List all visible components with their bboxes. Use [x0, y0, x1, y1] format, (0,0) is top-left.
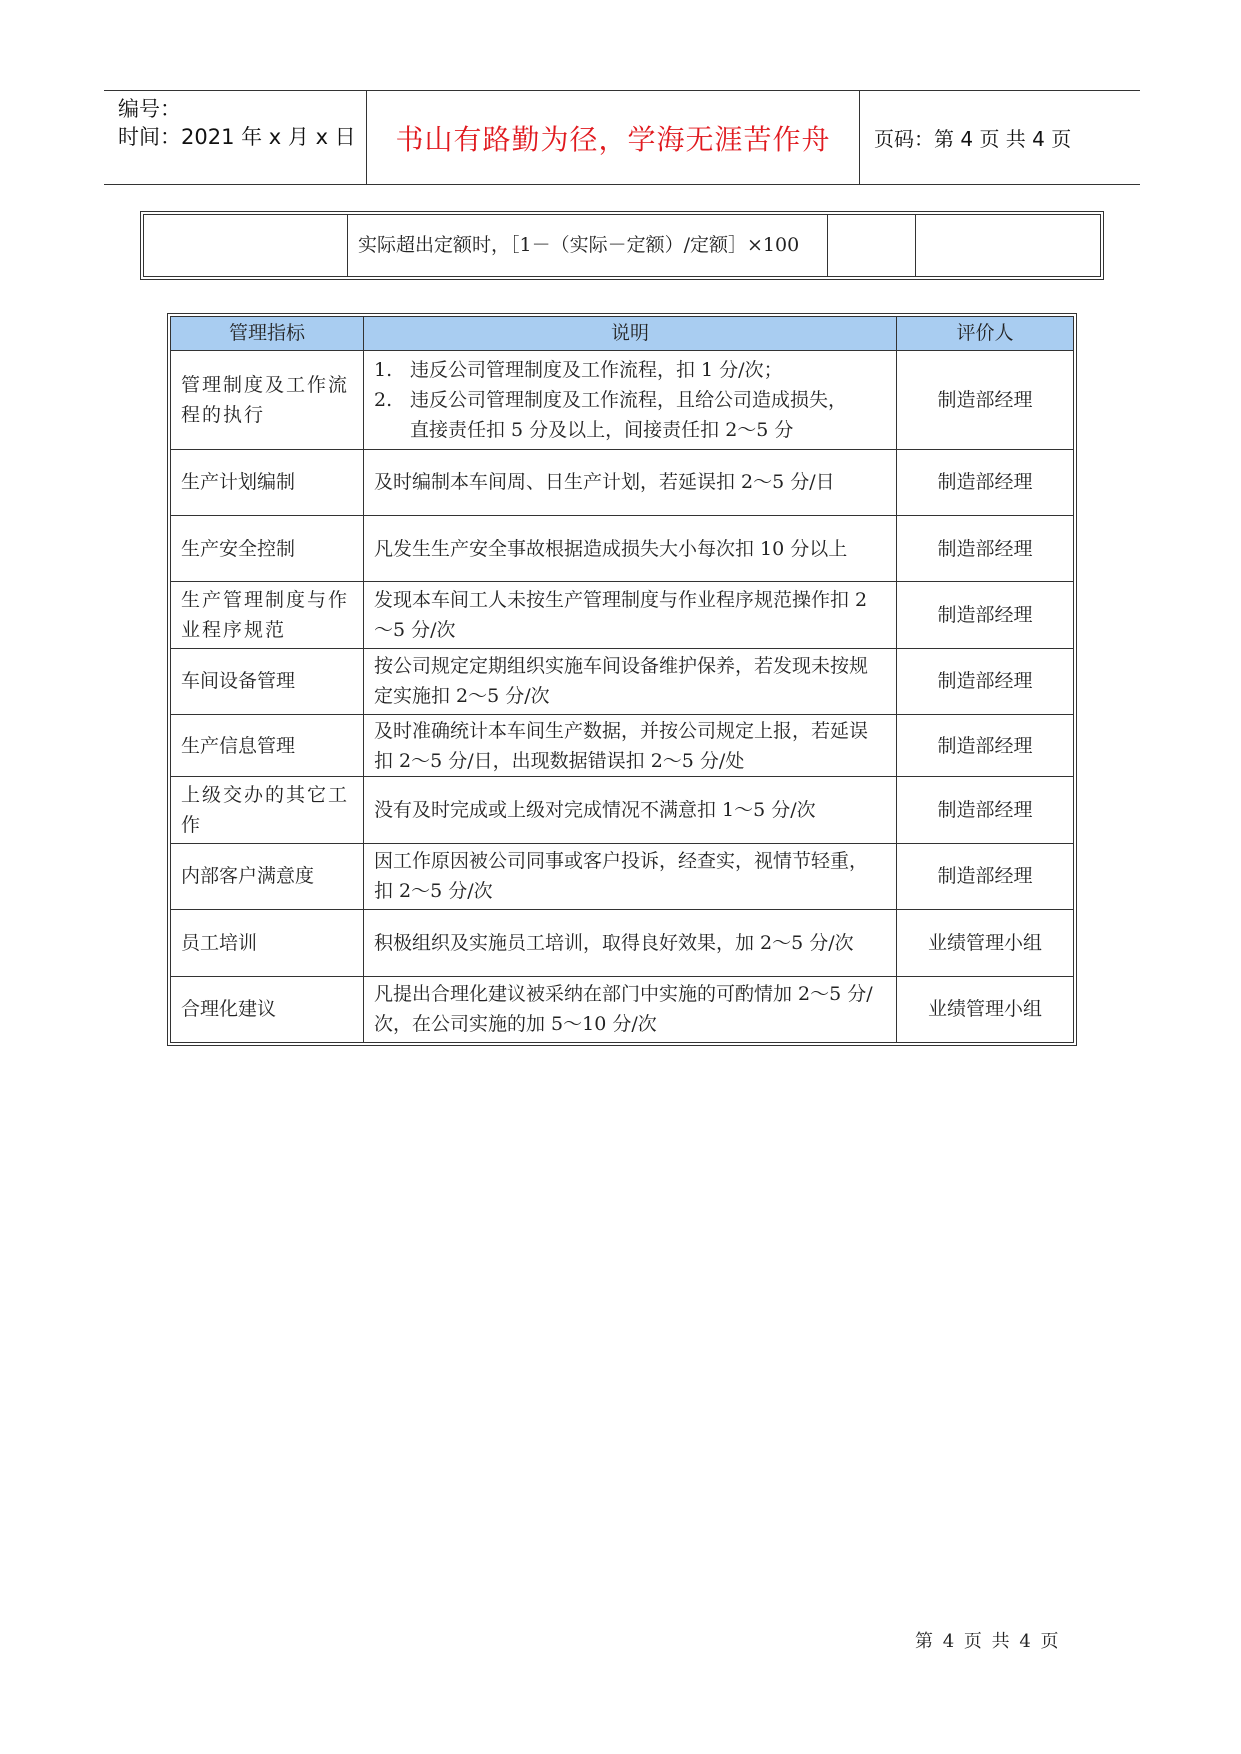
table-row [144, 215, 1101, 277]
indicator-cell: 合理化建议 [171, 976, 364, 1042]
table-row [171, 350, 1074, 449]
header-motto: 书山有路勤为径，学海无涯苦作舟 [367, 91, 860, 184]
header-evaluator: 评价人 [897, 317, 1074, 351]
table-row [171, 516, 1074, 582]
list-item [374, 355, 886, 385]
list-number: 1. [374, 358, 393, 381]
description-cell: 因工作原因被公司同事或客户投诉，经查实，视情节轻重，扣 2～5 分/次 [364, 843, 897, 909]
indicator-cell: 上级交办的其它工作 [171, 777, 364, 843]
header-indicator: 管理指标 [171, 317, 364, 351]
description-cell: 及时准确统计本车间生产数据，并按公司规定上报，若延误扣 2～5 分/日，出现数据错误扣 2～5 分/处 [364, 715, 897, 777]
evaluator-cell: 制造部经理 [897, 843, 1074, 909]
table-row [171, 843, 1074, 909]
evaluator-cell: 制造部经理 [897, 777, 1074, 843]
evaluator-cell: 制造部经理 [897, 648, 1074, 714]
indicator-cell: 管理制度及工作流程的执行 [171, 350, 364, 449]
top-table [140, 211, 1104, 280]
header-page-label: 页码：第 4 页 共 4 页 [874, 127, 1072, 151]
table-cell [828, 215, 916, 277]
header-description: 说明 [364, 317, 897, 351]
list-text: 违反公司管理制度及工作流程，且给公司造成损失， [410, 388, 848, 411]
evaluator-cell: 制造部经理 [897, 449, 1074, 515]
indicator-cell: 员工培训 [171, 910, 364, 976]
header-meta [104, 91, 367, 184]
table-row [171, 648, 1074, 714]
table-row [171, 715, 1074, 777]
table-row [171, 910, 1074, 976]
description-cell: 按公司规定定期组织实施车间设备维护保养，若发现未按规定实施扣 2～5 分/次 [364, 648, 897, 714]
doc-time-label: 时间：2021 年 x 月 x 日 [118, 125, 356, 149]
evaluator-cell: 业绩管理小组 [897, 910, 1074, 976]
list-item-continuation: 直接责任扣 5 分及以上，间接责任扣 2～5 分 [410, 418, 794, 441]
evaluator-cell: 制造部经理 [897, 350, 1074, 449]
description-cell: 没有及时完成或上级对完成情况不满意扣 1～5 分/次 [364, 777, 897, 843]
table-header-row [171, 317, 1074, 351]
list-text: 违反公司管理制度及工作流程，扣 1 分/次； [410, 358, 783, 381]
description-cell: 发现本车间工人未按生产管理制度与作业程序规范操作扣 2～5 分/次 [364, 582, 897, 648]
evaluator-cell: 制造部经理 [897, 516, 1074, 582]
description-cell: 凡发生生产安全事故根据造成损失大小每次扣 10 分以上 [364, 516, 897, 582]
page-footer: 第 4 页 共 4 页 [915, 1631, 1061, 1652]
description-cell: 凡提出合理化建议被采纳在部门中实施的可酌情加 2～5 分/次，在公司实施的加 5～10 分/次 [364, 976, 897, 1042]
evaluator-cell: 业绩管理小组 [897, 976, 1074, 1042]
table-row [171, 777, 1074, 843]
description-cell: 积极组织及实施员工培训，取得良好效果，加 2～5 分/次 [364, 910, 897, 976]
description-cell: 及时编制本车间周、日生产计划，若延误扣 2～5 分/日 [364, 449, 897, 515]
table-row [171, 582, 1074, 648]
indicator-cell: 生产安全控制 [171, 516, 364, 582]
list-item [374, 385, 886, 415]
numbered-list [374, 355, 886, 445]
kpi-table [167, 313, 1077, 1046]
table-cell-description: 实际超出定额时，［1－（实际－定额）/定额］×100 [348, 215, 828, 277]
indicator-cell: 生产管理制度与作业程序规范 [171, 582, 364, 648]
table-row [171, 449, 1074, 515]
table-cell [916, 215, 1101, 277]
indicator-cell: 内部客户满意度 [171, 843, 364, 909]
page-header [104, 90, 1140, 185]
indicator-cell: 生产计划编制 [171, 449, 364, 515]
description-cell [364, 350, 897, 449]
evaluator-cell: 制造部经理 [897, 582, 1074, 648]
list-number: 2. [374, 388, 393, 411]
evaluator-cell: 制造部经理 [897, 715, 1074, 777]
table-cell [144, 215, 348, 277]
indicator-cell: 车间设备管理 [171, 648, 364, 714]
indicator-cell: 生产信息管理 [171, 715, 364, 777]
table-row [171, 976, 1074, 1042]
doc-number-label: 编号： [118, 97, 181, 121]
